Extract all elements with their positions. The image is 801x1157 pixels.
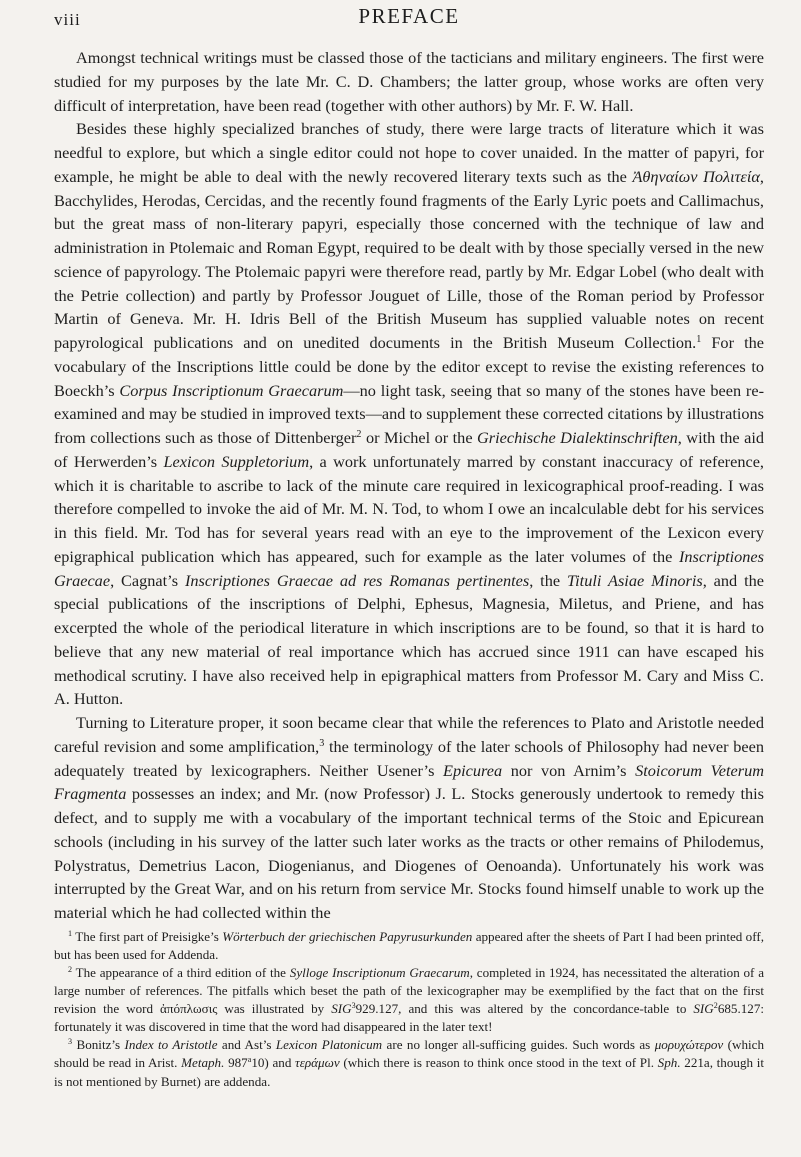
italic-text: Lexicon Platonicum — [275, 1037, 383, 1053]
italic-text: Index to Aristotle — [124, 1037, 218, 1053]
italic-text: Sylloge Inscriptionum Graecarum — [289, 964, 470, 980]
italic-text: Stoicorum Veterum Fragmenta — [54, 760, 764, 804]
text-run: Besides these highly specialized branches of study, there were large tracts of literature which it was needful to explore, but which a single editor could not hope to cover unaided. In the matter of papyri, for example, he might be able to deal with the newly recovered literary texts such as the — [54, 119, 764, 186]
italic-text: Corpus Inscriptionum Graecarum — [119, 380, 344, 400]
text-run: are no longer all-sufficing guides. Such words as — [382, 1037, 655, 1053]
italic-text: τεράμων — [295, 1055, 340, 1071]
text-run: For the vocabulary of the Inscriptions little could be done by the editor except to revise the existing references to Boeckh’s — [54, 333, 764, 400]
footnote-marker: 3 — [319, 737, 325, 749]
text-run: the terminology of the later schools of Philosophy had never been adequately treated by lexicographers. Neither Usener’s — [54, 736, 765, 780]
text-run: , and the special publications of the inscriptions of Delphi, Ephesus, Magnesia, Miletus, and Priene, and has excerpted the whole of the periodical literature in which inscriptions are to be found, so that it is hard to believe that any new material of real importance which has accrued since 1911 can have escaped his methodical scrutiny. I have also received help in epigraphical matters from Professor M. Cary and Miss C. A. Hutton. — [54, 570, 765, 709]
italic-text: Lexicon Suppletorium — [163, 451, 310, 471]
text-run: , a work unfortunately marred by constant inaccuracy of reference, which it is charitable to ascribe to lack of the minute care required in lexicographical proof-reading. I was therefore compelled to invoke the aid of Mr. M. N. Tod, to whom I owe an incalculable debt for his services in this field. Mr. Tod has for several years read with an eye to the improvement of the Lexicon every epigraphical publication which has appeared, such for example as the later volumes of the — [54, 451, 764, 566]
text-run: , with the aid of Herwerden’s — [54, 428, 765, 471]
italic-text: Ἀθηναίων Πολιτεία — [632, 166, 760, 186]
text-run: nor von Arnim’s — [502, 760, 636, 780]
running-head: PREFACE — [358, 4, 460, 28]
footnotes — [54, 928, 764, 1091]
text-run: The first part of Preisigke’s — [72, 928, 223, 944]
book-page — [54, 0, 764, 1091]
footnote-marker: 3 — [68, 1037, 73, 1047]
italic-text: μορυχώτερον — [654, 1037, 724, 1053]
footnote-marker: 2 — [713, 1001, 718, 1011]
text-run: 10) and — [251, 1055, 296, 1071]
footnote-marker: 1 — [696, 333, 702, 345]
footnote — [54, 928, 764, 964]
italic-text: Tituli Asiae Minoris — [567, 570, 703, 590]
italic-text: Epicurea — [443, 760, 503, 780]
text-run: The appearance of a third edition of the — [72, 964, 290, 980]
text-run: and Ast’s — [217, 1037, 276, 1053]
text-run: , the — [529, 570, 567, 590]
text-run: or Michel or the — [361, 428, 478, 447]
text-run: , completed in 1924, has necessitated the alteration of a large number of references. The pitfalls which beset the path of the lexicographer may be exemplified by the fact that on the first revision the word ἀπόπλωσις was illustrated by — [54, 964, 765, 1017]
italic-text: Inscriptiones Graecae — [54, 546, 764, 590]
text-run: , Bacchylides, Herodas, Cercidas, and the recently found fragments of the Early Lyric poets and Callimachus, but the great mass of non-literary papyri, especially those concerned with the technique of law and administration in Ptolemaic and Roman Egypt, required to be dealt with by those specially versed in the new science of papyrology. The Ptolemaic papyri were therefore read, partly by Mr. Edgar Lobel (who dealt with the Petrie collection) and partly by Professor Jouguet of Lille, those of the Roman period by Professor Martin of Geneva. Mr. H. Idris Bell of the British Museum has supplied valuable notes on recent papyrological publications and on unedited documents in the British Museum Collection. — [54, 166, 764, 352]
footnote-marker: 2 — [356, 428, 362, 440]
paragraph — [54, 46, 764, 117]
italic-text: Inscriptiones Graecae ad res Romanas pertinentes — [184, 570, 530, 590]
page-header — [54, 0, 764, 46]
footnote — [54, 964, 764, 1036]
italic-text: Metaph. — [181, 1055, 225, 1071]
main-text — [54, 46, 764, 925]
text-run: , Cagnat’s — [110, 570, 185, 590]
italic-text: Griechische Dialektinschriften — [477, 428, 678, 447]
footnote-marker: 2 — [68, 965, 73, 975]
text-run: possesses an index; and Mr. (now Professor) J. L. Stocks generously undertook to remedy this defect, and to supply me with a vocabulary of the important technical terms of the Stoic and Epicurean schools (including in his survey of the latter such later works as the tracts or other remains of Philodemus, Polystratus, Demetrius Lacon, Diogenianus, and Diogenes of Oenoanda). Unfortunately his work was interrupted by the Great War, and on his return from service Mr. Stocks found himself unable to work up the material which he had collected within the — [54, 784, 764, 922]
text-run: (which there is reason to think once stood in the text of Pl. — [339, 1055, 658, 1071]
footnote — [54, 1036, 764, 1090]
italic-text: SIG — [331, 1001, 352, 1017]
paragraph — [54, 117, 764, 711]
footnote-marker: 1 — [68, 928, 73, 938]
footnote-marker: a — [247, 1055, 252, 1065]
italic-text: Sph. — [657, 1055, 681, 1071]
text-run: (which should be read in Arist. — [54, 1037, 764, 1071]
italic-text: SIG — [693, 1001, 714, 1017]
text-run: 929.127, and this was altered by the concordance-table to — [355, 1001, 694, 1017]
text-run: Amongst technical writings must be classed those of the tacticians and military engineers. The first were studied for my purposes by the late Mr. C. D. Chambers; the latter group, whose works are often very difficult of interpretation, have been read (together with other authors) by Mr. F. W. Hall. — [54, 48, 764, 115]
text-run: 987 — [224, 1055, 248, 1071]
text-run: Bonitz’s — [72, 1037, 125, 1053]
text-run: 221a, though it is not mentioned by Burnet) are addenda. — [54, 1055, 764, 1089]
text-run: 685.127: fortunately it was discovered in time that the word had disappeared in the later text! — [54, 1001, 765, 1035]
text-run: —no light task, seeing that so many of the stones have been re-examined and may be studied in improved texts—and to supplement these corrected citations by illustrations from collections such as those of Dittenberger — [54, 380, 764, 447]
text-run: appeared after the sheets of Part I had been printed off, but has been used for Addenda. — [54, 928, 764, 962]
footnote-marker: 3 — [351, 1001, 356, 1011]
italic-text: Wörterbuch der griechischen Papyrusurkunden — [222, 928, 473, 944]
paragraph — [54, 711, 764, 925]
page-number: viii — [54, 10, 81, 29]
text-run: Turning to Literature proper, it soon became clear that while the references to Plato and Aristotle needed careful revision and some amplification, — [54, 713, 764, 756]
